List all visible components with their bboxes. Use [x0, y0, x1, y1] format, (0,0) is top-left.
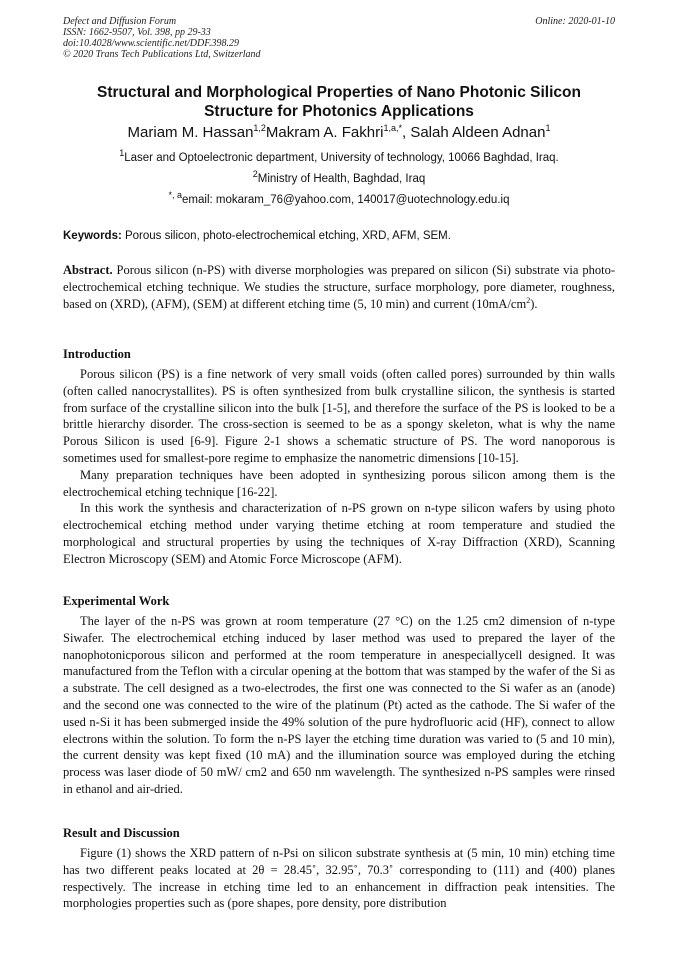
doi-line: doi:10.4028/www.scientific.net/DDF.398.29 [63, 38, 240, 49]
copyright-line: © 2020 Trans Tech Publications Ltd, Switzerland [63, 49, 261, 60]
author-name: Mariam M. Hassan [127, 124, 254, 141]
author-name: Salah Aldeen Adnan [410, 124, 546, 141]
paragraph: In this work the synthesis and characterization of n-PS grown on n-type silicon wafers by using photo electrochemical etching method under varying thetime etching at room temperature and studied the morphological and structural properties by using the techniques of X-ray Diffraction (XRD), Scanning Electron Microscopy (SEM) and Atomic Force Microscope (AFM). [63, 501, 615, 566]
section-heading-experimental: Experimental Work [63, 594, 170, 608]
journal-header [63, 16, 261, 60]
paragraph: Figure (1) shows the XRD pattern of n-Psi on silicon substrate synthesis at (5 min, 10 min) etching time has two different peaks located at 2θ = 28.45˚, 32.95˚, 70.3˚ corresponding to (111) and (400) planes respectively. The increase in etching time led to an enhancement in diffraction peak intensities. The morphologies properties such as (pore shapes, pore density, pore distribution [63, 846, 615, 911]
affiliation-text: Laser and Optoelectronic department, University of technology, 10066 Baghdad, Iraq. [124, 152, 559, 164]
affiliation-mark: *, a [168, 190, 183, 201]
email-text: email: mokaram_76@yahoo.com, 140017@uotechnology.edu.iq [182, 194, 510, 206]
abstract-text: Porous silicon (n-PS) with diverse morphologies was prepared on silicon (Si) substrate via photo-electrochemical etching technique. We studies the structure, surface morphology, pore diameter, roughness, based on (XRD), (AFM), (SEM) at different etching time (5, 10 min) and current (10mA/cm [63, 263, 615, 311]
keywords-label: Keywords: [63, 230, 122, 242]
paragraph: Many preparation techniques have been adopted in synthesizing porous silicon among them is the electrochemical etching technique [16-22]. [63, 467, 615, 499]
author-affiliation-mark: 1 [545, 123, 551, 133]
paragraph: The layer of the n-PS was grown at room temperature (27 °C) on the 1.25 cm2 dimension of n-type Siwafer. The electrochemical etching induced by laser method was used to prepared the layer of the nanophotonicporous silicon and performed at the room temperature in anespeciallycell designed. It was manufactured from the Teflon with a circular opening at the bottom that was stamped by the wafer of the Si as a substrate. The cell designed as a two-electrodes, the first one was connected to the Si wafer as an (anode) and the second one was connected to the wire of the platinum (Pt) acted as the cathode. The Si wafer of the used n-Si it has been submerged inside the 49% solution of the pure hydrofluoric acid (HF), connect to allow electrons within the solution. To form the n-PS layer the etching time duration was varied to (5 and 10 min), the current density was kept fixed (10 mA) and the illumination source was employed during the etching process was laser diode of 50 mW/ cm2 and 650 nm wavelength. The synthesized n-PS samples were rinsed in ethanol and air-dried. [63, 614, 615, 796]
affiliation-mark: 1 [119, 148, 125, 159]
affiliation-text: Ministry of Health, Baghdad, Iraq [257, 173, 426, 185]
online-date: Online: 2020-01-10 [535, 16, 615, 27]
affiliation-1 [63, 148, 615, 165]
section-heading-introduction: Introduction [63, 347, 131, 361]
experimental-body [63, 613, 615, 798]
author-affiliation-mark: 1,a,* [383, 123, 402, 133]
section-heading-results: Result and Discussion [63, 826, 180, 840]
issn-line: ISSN: 1662-9507, Vol. 398, pp 29-33 [63, 27, 211, 38]
author-affiliation-mark: 1,2 [253, 123, 266, 133]
abstract-label: Abstract. [63, 263, 113, 277]
abstract-tail: ). [530, 296, 538, 311]
keywords [63, 229, 615, 243]
affiliation-mark: 2 [252, 169, 258, 180]
journal-name: Defect and Diffusion Forum [63, 16, 177, 27]
abstract-sup: 2 [526, 295, 531, 305]
affiliation-2 [63, 169, 615, 186]
paper-title: Structural and Morphological Properties of Nano Photonic Silicon Structure for Photonics Applications [97, 84, 581, 120]
paragraph: Porous silicon (PS) is a fine network of very small voids (often called pores) surrounded by thin walls (often called nanocrystallites). PS is often synthesized from bulk crystalline silicon, the synthesis is started from surface of the crystalline silicon into the bulk [1-5], and therefore the surface of the PS is looked to be a brittle hierarchy disorder. The cross-section is seemed to be as a spongy skeleton, what is why the name Porous Silicon is used [6-9]. Figure 2-1 shows a schematic structure of PS. The word nanoporous is sometimes used for smallest-pore regime to emphasize the nanometric dimensions [10-15]. [63, 367, 615, 465]
author-name: Makram A. Fakhri [265, 124, 384, 141]
results-body [63, 845, 615, 912]
corresponding-email [63, 190, 615, 207]
introduction-body [63, 366, 615, 568]
abstract [63, 262, 615, 312]
author-list: Mariam M. Hassan$^{1,2}$Makram A. Fakhri$^{1,a,*}$, Salah Aldeen Adnan$^1$ [127, 123, 551, 141]
keywords-text: Porous silicon, photo-electrochemical etching, XRD, AFM, SEM. [121, 230, 451, 242]
